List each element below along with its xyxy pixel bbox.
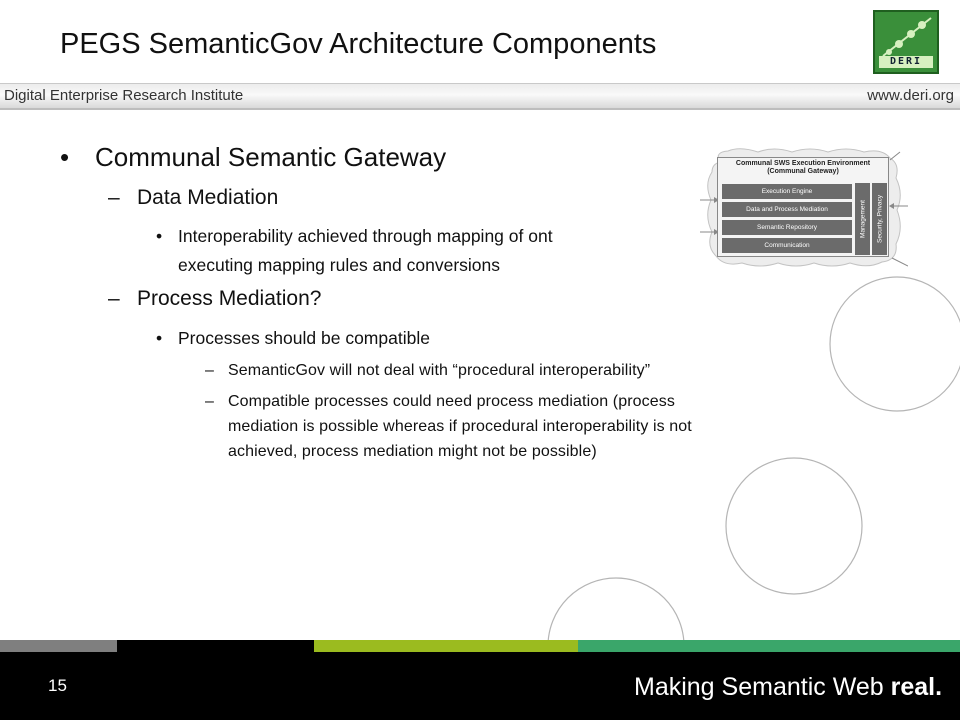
page-number: 15 xyxy=(48,676,67,695)
env-title xyxy=(718,160,888,176)
footer-tagline xyxy=(634,673,942,702)
row-communication: Communication xyxy=(722,238,852,253)
decor-circle xyxy=(830,277,960,411)
bullet-marker: • xyxy=(156,328,163,348)
dash-marker: – xyxy=(108,287,120,310)
bullet-procedural-interop: SemanticGov will not deal with “procedural interoperability” xyxy=(228,362,651,379)
row-semantic-repository: Semantic Repository xyxy=(722,220,852,235)
security-privacy-label: Security, Privacy xyxy=(876,195,883,243)
website-link[interactable]: www.deri.org xyxy=(867,87,954,104)
bullet-processes-compatible: Processes should be compatible xyxy=(178,328,430,348)
bullet-process-mediation-line2: mediation is possible whereas if procedural interoperability is not xyxy=(228,418,692,435)
logo-label: DERI xyxy=(879,56,933,68)
bullet-interop-line2: executing mapping rules and conversions xyxy=(178,255,500,275)
bullet-process-mediation: Process Mediation? xyxy=(137,287,322,310)
bullet-marker: • xyxy=(156,226,163,246)
bullet-process-mediation-line1: Compatible processes could need process mediation (process xyxy=(228,393,675,410)
deri-logo xyxy=(873,10,939,74)
tagline-bold: real. xyxy=(890,673,943,701)
row-execution-engine: Execution Engine xyxy=(722,184,852,199)
bullet-interop-line1: Interoperability achieved through mapping of ont xyxy=(178,226,553,246)
env-title-line2: (Communal Gateway) xyxy=(767,168,839,175)
dash-marker: – xyxy=(205,362,214,379)
footer-stripe-black xyxy=(117,640,314,652)
bullet-marker: • xyxy=(60,142,70,172)
footer-stripe-green xyxy=(578,640,960,652)
decor-circle xyxy=(726,458,862,594)
row-data-process-mediation: Data and Process Mediation xyxy=(722,202,852,217)
execution-environment-box xyxy=(717,157,889,257)
dash-marker: – xyxy=(205,393,214,410)
architecture-diagram xyxy=(700,148,908,268)
decorative-circles xyxy=(540,270,960,640)
tagline-main: Making Semantic Web xyxy=(634,673,884,701)
footer-stripe-gray xyxy=(0,640,117,652)
footer-stripe-lime xyxy=(314,640,578,652)
dash-marker: – xyxy=(108,186,120,209)
vertical-management xyxy=(855,183,870,255)
institute-name: Digital Enterprise Research Institute xyxy=(4,87,244,104)
bullet-data-mediation: Data Mediation xyxy=(137,186,279,209)
bullet-communal-gateway: Communal Semantic Gateway xyxy=(95,142,447,172)
vertical-security-privacy xyxy=(872,183,887,255)
slide-title: PEGS SemanticGov Architecture Components xyxy=(60,28,657,60)
management-label: Management xyxy=(859,200,866,238)
bullet-process-mediation-line3: achieved, process mediation might not be possible) xyxy=(228,443,597,460)
decor-circle xyxy=(548,578,684,640)
env-title-line1: Communal SWS Execution Environment xyxy=(735,160,871,167)
